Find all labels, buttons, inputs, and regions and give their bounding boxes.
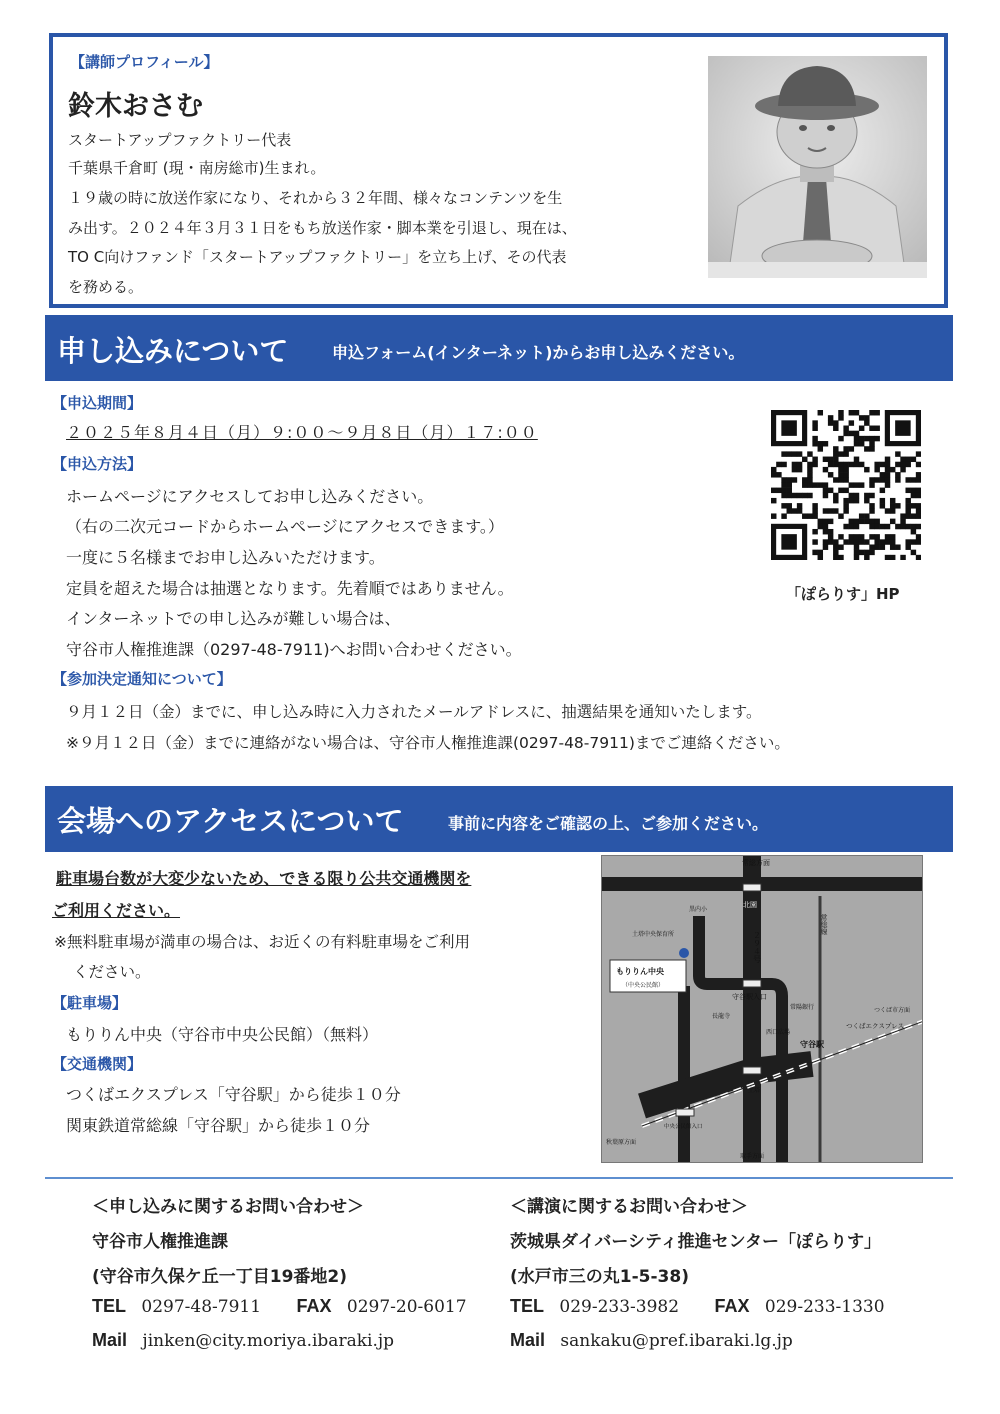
notice-line: ９月１２日（金）までに、申し込み時に入力されたメールアドレスに、抽選結果を通知いたします。 <box>66 703 762 721</box>
transit-line: 関東鉄道常総線「守谷駅」から徒歩１０分 <box>66 1116 371 1135</box>
contact-address: (守谷市久保ケ丘一丁目19番地2) <box>92 1267 348 1287</box>
profile-line: み出す。２０２４年３月３１日をもち放送作家・脚本業を引退し、現在は、 <box>68 219 577 237</box>
access-title: 会場へのアクセスについて <box>57 804 404 838</box>
map-venue-label: もりりん中央 <box>616 967 664 976</box>
mail-key: Mail <box>92 1330 128 1350</box>
speaker-name: 鈴木おさむ <box>68 91 203 122</box>
map-label: つくば市方面 <box>874 1007 911 1014</box>
contact-org: 茨城県ダイバーシティ推進センター「ぽらりす」 <box>510 1232 881 1252</box>
contact-heading: ＜申し込みに関するお問い合わせ＞ <box>92 1197 364 1217</box>
parking-label: 【駐車場】 <box>52 994 128 1012</box>
method-line: 守谷市人権推進課（0297-48-7911)へお問い合わせください。 <box>66 640 522 659</box>
map-label: 中央公民館入口 <box>664 1124 703 1130</box>
method-line: 一度に５名様までお申し込みいただけます。 <box>66 548 385 567</box>
fax-key: FAX <box>714 1296 750 1316</box>
mail-address[interactable]: jinken@city.moriya.ibaraki.jp <box>142 1331 395 1351</box>
profile-line: を務める。 <box>68 278 144 296</box>
profile-line: １９歳の時に放送作家になり、それから３２年間、様々なコンテンツを生 <box>68 189 563 207</box>
access-header <box>45 786 953 852</box>
contact-phone-row <box>510 1296 885 1317</box>
contact-heading: ＜講演に関するお問い合わせ＞ <box>510 1197 748 1217</box>
map-label: 常総線 <box>820 914 828 935</box>
transit-label: 【交通機関】 <box>52 1055 143 1073</box>
contact-phone-row <box>92 1296 467 1317</box>
notice-line: ※９月１２日（金）までに連絡がない場合は、守谷市人権推進課(0297-48-7911)までご連絡ください。 <box>66 734 790 752</box>
contact-address: (水戸市三の丸1-5-38) <box>510 1267 689 1287</box>
method-line: ホームページにアクセスしてお申し込みください。 <box>66 487 434 506</box>
profile-heading: 【講師プロフィール】 <box>70 53 219 71</box>
contact-mail-row <box>510 1330 793 1351</box>
parking-info: もりりん中央（守谷市中央公民館）（無料） <box>66 1025 379 1044</box>
access-lead: 駐車場台数が大変少ないため、できる限り公共交通機関を <box>56 869 472 888</box>
access-lead: ご利用ください。 <box>52 901 181 920</box>
footer-divider <box>45 1177 953 1179</box>
map-label: 守谷駅 <box>800 1040 824 1049</box>
contact-org: 守谷市人権推進課 <box>92 1232 228 1252</box>
transit-line: つくばエクスプレス「守谷駅」から徒歩１０分 <box>66 1085 401 1104</box>
map-label: 取手方面 <box>740 1153 765 1160</box>
access-note: ください。 <box>73 963 151 981</box>
tel-key: TEL <box>510 1296 544 1316</box>
tel-number: 0297-48-7911 <box>141 1297 262 1317</box>
profile-line: TO C向けファンド「スタートアップファクトリー」を立ち上げ、その代表 <box>68 248 567 266</box>
mail-address[interactable]: sankaku@pref.ibaraki.lg.jp <box>560 1331 793 1351</box>
map-label: 秋葉原方面 <box>606 1139 637 1146</box>
map-label: つくばエクスプレス <box>846 1022 904 1030</box>
notice-label: 【参加決定通知について】 <box>52 670 232 688</box>
map-label: ２９４号 <box>752 931 762 963</box>
application-period: ２０２５年８月４日（月）９:００～９月８日（月）１７:００ <box>66 423 538 442</box>
map-label: 土塔 <box>748 1087 761 1094</box>
contact-mail-row <box>92 1330 394 1351</box>
map-label: （中央公民館） <box>622 982 665 989</box>
access-note: ※無料駐車場が満車の場合は、お近くの有料駐車場をご利用 <box>54 933 470 951</box>
access-subtitle: 事前に内容をご確認の上、ご参加ください。 <box>448 814 769 833</box>
fax-number: 029-233-1330 <box>764 1297 885 1317</box>
tel-key: TEL <box>92 1296 126 1316</box>
venue-map <box>601 855 923 1163</box>
application-title: 申し込みについて <box>57 334 289 368</box>
map-label: 長龍寺 <box>712 1013 731 1020</box>
qr-code[interactable] <box>771 410 921 560</box>
period-label: 【申込期間】 <box>52 394 143 412</box>
profile-line: スタートアップファクトリー代表 <box>68 131 292 149</box>
method-line: 定員を超えた場合は抽選となります。先着順ではありません。 <box>66 579 514 598</box>
map-label: 黒内小 <box>689 906 708 913</box>
fax-key: FAX <box>296 1296 332 1316</box>
map-label: 常総方面 <box>742 859 770 867</box>
qr-caption: 「ぽらりす」HP <box>786 585 900 603</box>
profile-line: 千葉県千倉町 (現・南房総市)生まれ。 <box>68 159 326 177</box>
method-line: （右の二次元コードからホームページにアクセスできます。） <box>66 517 504 536</box>
fax-number: 0297-20-6017 <box>346 1297 467 1317</box>
map-label: 北園 <box>743 901 757 909</box>
profile-box <box>49 33 948 308</box>
map-label: 西口広場 <box>766 1029 791 1036</box>
map-label: 常陽銀行 <box>790 1004 815 1011</box>
map-label: 守谷駅入口 <box>732 993 767 1001</box>
speaker-photo <box>708 56 927 278</box>
method-line: インターネットでの申し込みが難しい場合は、 <box>66 609 401 628</box>
application-subtitle: 申込フォーム(インターネット)からお申し込みください。 <box>332 343 745 362</box>
method-label: 【申込方法】 <box>52 455 143 473</box>
tel-number: 029-233-3982 <box>559 1297 680 1317</box>
application-header <box>45 315 953 381</box>
mail-key: Mail <box>510 1330 546 1350</box>
map-label: 土塔中央保育所 <box>632 931 675 938</box>
